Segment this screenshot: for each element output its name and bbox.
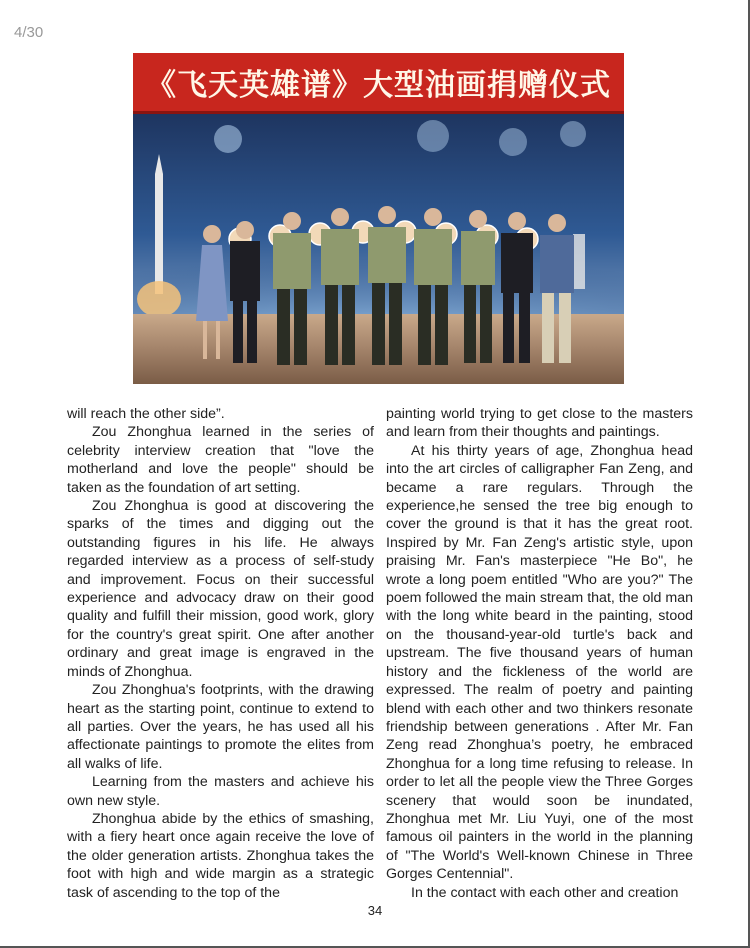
paragraph: Zhonghua abide by the ethics of smashing, with a fiery heart once again receive the love of the older generation artists. Zhonghua takes the foot with high and wide margin as a strategic task of ascending to the top of the	[67, 810, 374, 901]
paragraph: painting world trying to get close to the masters and learn from their thoughts and paintings.	[386, 406, 693, 441]
left-text-column	[67, 405, 374, 902]
paragraph: In the contact with each other and creation	[411, 884, 679, 901]
page-counter: 4/30	[14, 24, 44, 41]
paragraph: Learning from the masters and achieve his own new style.	[67, 774, 374, 809]
paragraph: Zou Zhonghua is good at discovering the sparks of the times and digging out the outstanding figures in his life. He always regarded interview as a process of self-study and improvement. Focus on their successful experience and advocacy draw on their good quality and fulfill their mission, good work, glory for the country's great spirit. One after another ordinary and great image is engraved in the minds of Zhonghua.	[67, 498, 374, 680]
page-number: 34	[367, 903, 383, 918]
group-of-people	[133, 53, 624, 384]
paragraph: will reach the other side”.	[67, 406, 225, 422]
paragraph: Zou Zhonghua learned in the series of celebrity interview creation that "love the motherland and love the people" should be taken as the foundation of art setting.	[67, 424, 374, 496]
right-text-column	[386, 405, 693, 902]
ceremony-photo	[133, 53, 624, 384]
paragraph: At his thirty years of age, Zhonghua head into the art circles of calligrapher Fan Zeng, and became a rare regulars. Through the experience,he sensed the tree big enough to cover the ground is that it has the great root. Inspired by Mr. Fan Zeng's artistic style, upon praising Mr. Fan's masterpiece "He Bo", he wrote a long poem entitled "Who are you?" The poem followed the main stream that, the old man with the long white beard in the painting, stood on the thousand-year-old turtle's back and upstream. The five thousand years of human history and the fickleness of the world are expressed. The realm of poetry and painting blend with each other and two thinkers resonate friendship between generations . After Mr. Fan Zeng read Zhonghua’s poetry, he embraced Zhonghua for a long time refusing to release. In order to let all the people view the Three Gorges scenery that would soon be inundated, Zhonghua met Mr. Liu Yuyi, one of the most famous oil painters in the world in the planning of "The World's Well-known Chinese in Three Gorges Centennial".	[386, 442, 693, 883]
banner-text: 《飞天英雄谱》大型油画捐赠仪式	[146, 68, 611, 103]
paragraph: Zou Zhonghua's footprints, with the drawing heart as the starting point, continue to extend to all parties. Over the years, he has used all his affectionate paintings to promote the elites from all walks of life.	[67, 682, 374, 772]
